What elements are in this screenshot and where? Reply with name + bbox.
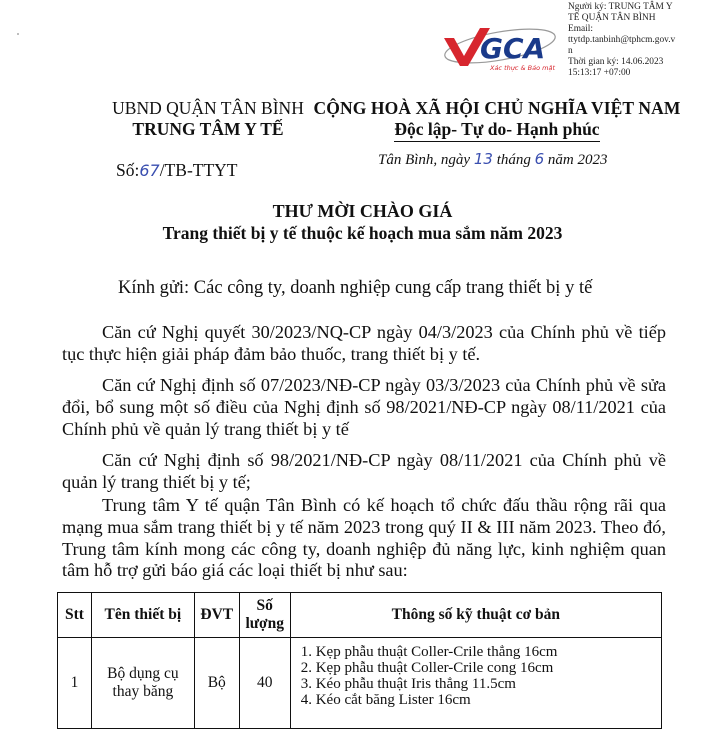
vgca-logo	[440, 20, 568, 76]
header-quantity	[239, 593, 290, 638]
org-parent: UBND QUẬN TÂN BÌNH	[112, 98, 304, 118]
signature-line: Email:	[568, 24, 593, 34]
signature-line: Người ký: TRUNG TÂM Y	[568, 2, 673, 12]
digital-signature-info	[568, 2, 724, 79]
header-name: Tên thiết bị	[91, 593, 194, 638]
cell-stt: 1	[58, 638, 92, 729]
body-paragraph: Căn cứ Nghị định số 98/2021/NĐ-CP ngày 08/11/2021 của Chính phủ về quản lý trang thiết bị y tế;	[62, 450, 666, 492]
document-title	[0, 200, 725, 244]
body-paragraph: Trung tâm Y tế quận Tân Bình có kế hoạch tổ chức đấu thầu rộng rãi qua mạng mua sắm trang thiết bị y tế năm 2023 trong quý II & III năm 2023. Theo đó, Trung tâm kính mong các công ty, doanh nghiệp đủ năng lực, kinh nghiệm quan tâm hỗ trợ gửi báo giá các loại thiết bị như sau:	[62, 495, 666, 581]
signature-line: ttytdp.tanbinh@tphcm.gov.v	[568, 35, 676, 45]
body-paragraph: Căn cứ Nghị định số 07/2023/NĐ-CP ngày 03/3/2023 của Chính phủ về sửa đổi, bổ sung một số điều của Nghị định số 98/2021/NĐ-CP ngày 08/11/2021 của Chính phủ về quản lý trang thiết bị y tế	[62, 375, 666, 439]
cell-quantity: 40	[239, 638, 290, 729]
table-row	[58, 638, 662, 729]
date-month-label: tháng	[496, 152, 531, 168]
document-date	[378, 150, 608, 169]
logo-tagline: Xác thực & Bảo mật	[490, 64, 555, 72]
signature-line: TẾ QUẬN TÂN BÌNH	[568, 13, 656, 23]
table-header-row	[58, 593, 662, 638]
spec-item: 3. Kéo phẫu thuật Iris thẳng 11.5cm	[300, 676, 516, 692]
document-number-handwritten: 67	[139, 161, 160, 180]
header-spec: Thông số kỹ thuật cơ bản	[290, 593, 661, 638]
org-name: TRUNG TÂM Y TẾ	[132, 119, 284, 139]
date-prefix: Tân Bình, ngày	[378, 152, 471, 168]
body-paragraph: Căn cứ Nghị quyết 30/2023/NQ-CP ngày 04/3/2023 của Chính phủ về tiếp tục thực hiện giải pháp đảm bảo thuốc, trang thiết bị y tế.	[62, 322, 666, 364]
date-year: năm 2023	[547, 152, 608, 168]
signature-line: n	[568, 46, 573, 56]
title-subtitle: Trang thiết bị y tế thuộc kế hoạch mua sắm năm 2023	[162, 223, 563, 243]
nation-name: CỘNG HOÀ XÃ HỘI CHỦ NGHĨA VIỆT NAM	[313, 98, 681, 118]
date-month-handwritten: 6	[534, 150, 545, 168]
cell-unit: Bộ	[194, 638, 239, 729]
header-stt: Stt	[58, 593, 92, 638]
equipment-table	[57, 592, 662, 729]
header-quantity-line2: lượng	[245, 615, 285, 632]
document-number-suffix: /TB-TTYT	[159, 160, 238, 180]
title-main: THƯ MỜI CHÀO GIÁ	[272, 201, 453, 221]
date-day-handwritten: 13	[473, 150, 493, 168]
scan-speck	[17, 33, 19, 35]
spec-item: 4. Kéo cắt băng Lister 16cm	[300, 692, 471, 708]
spec-item: 1. Kẹp phẫu thuật Coller-Crile thẳng 16cm	[300, 644, 558, 660]
nation-motto: Độc lập- Tự do- Hạnh phúc	[394, 119, 599, 142]
signature-line: Thời gian ký: 14.06.2023	[568, 57, 664, 67]
header-unit: ĐVT	[194, 593, 239, 638]
issuing-organization	[108, 98, 308, 140]
spec-item: 2. Kẹp phẫu thuật Coller-Crile cong 16cm	[300, 660, 554, 676]
svg-text:GCA: GCA	[480, 32, 546, 65]
document-number	[116, 160, 237, 181]
national-header	[312, 98, 682, 142]
document-number-prefix: Số:	[116, 160, 140, 180]
recipient-line: Kính gửi: Các công ty, doanh nghiệp cung cấp trang thiết bị y tế	[118, 278, 593, 298]
cell-spec	[290, 638, 661, 729]
cell-name: Bộ dụng cụ thay băng	[91, 638, 194, 729]
header-quantity-line1: Số	[256, 597, 273, 614]
signature-line: 15:13:17 +07:00	[568, 68, 631, 78]
